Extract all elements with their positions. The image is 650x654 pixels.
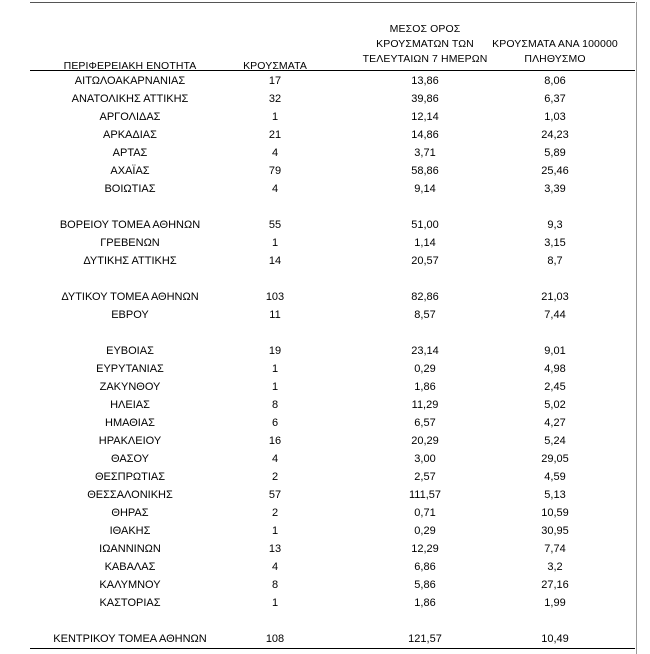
cases-cell: 1	[271, 381, 279, 393]
table-row	[0, 306, 650, 324]
per100k-cell: 1,03	[544, 111, 566, 123]
avg-cell: 20,29	[411, 435, 439, 447]
per100k-cell: 27,16	[541, 579, 569, 591]
table-row	[0, 108, 650, 126]
header-per100k-line-1: ΚΡΟΥΣΜΑΤΑ ΑΝΑ 100000	[492, 38, 618, 50]
cases-cell: 8	[271, 399, 279, 411]
region-cell: ΘΑΣΟΥ	[110, 453, 150, 465]
header-region: ΠΕΡΙΦΕΡΕΙΑΚΗ ΕΝΟΤΗΤΑ	[63, 60, 197, 72]
avg-cell: 51,00	[411, 219, 439, 231]
top-border	[30, 2, 635, 3]
region-cell: ΒΟΙΩΤΙΑΣ	[104, 183, 156, 195]
table-row	[0, 126, 650, 144]
table-row	[0, 540, 650, 558]
cases-cell: 8	[271, 579, 279, 591]
cases-cell: 11	[269, 309, 281, 321]
bottom-rule	[30, 648, 635, 649]
cases-cell: 4	[271, 561, 279, 573]
cases-cell: 13	[268, 543, 282, 555]
region-cell: ΓΡΕΒΕΝΩΝ	[100, 237, 160, 249]
region-cell: ΗΡΑΚΛΕΙΟΥ	[98, 435, 162, 447]
avg-cell: 1,14	[414, 237, 436, 249]
avg-cell: 13,86	[411, 75, 439, 87]
cases-cell: 1	[271, 525, 279, 537]
region-cell: ΑΝΑΤΟΛΙΚΗΣ ΑΤΤΙΚΗΣ	[71, 93, 189, 105]
table-row	[0, 216, 650, 234]
region-cell: ΚΕΝΤΡΙΚΟΥ ΤΟΜΕΑ ΑΘΗΝΩΝ	[53, 633, 207, 645]
header-rule	[30, 70, 635, 71]
per100k-cell: 4,27	[544, 417, 566, 429]
cases-cell: 19	[268, 345, 282, 357]
cases-cell: 103	[265, 291, 285, 303]
region-cell: ΒΟΡΕΙΟΥ ΤΟΜΕΑ ΑΘΗΝΩΝ	[59, 219, 201, 231]
cases-cell: 55	[268, 219, 282, 231]
per100k-cell: 10,59	[541, 507, 569, 519]
avg-cell: 39,86	[411, 93, 439, 105]
table-row	[0, 630, 650, 648]
table-row	[0, 252, 650, 270]
avg-cell: 12,14	[411, 111, 439, 123]
cases-cell: 2	[271, 471, 279, 483]
per100k-cell: 21,03	[541, 291, 569, 303]
per100k-cell: 8,06	[544, 75, 566, 87]
avg-cell: 111,57	[408, 489, 441, 501]
per100k-cell: 2,45	[544, 381, 566, 393]
table-row	[0, 360, 650, 378]
table-row	[0, 504, 650, 522]
region-cell: ΙΩΑΝΝΙΝΩΝ	[99, 543, 161, 555]
per100k-cell: 4,98	[544, 363, 566, 375]
avg-cell: 0,29	[414, 363, 436, 375]
table-row	[0, 378, 650, 396]
table-row	[0, 522, 650, 540]
cases-cell: 6	[271, 417, 279, 429]
region-cell: ΑΧΑΪΑΣ	[110, 165, 150, 177]
avg-cell: 0,29	[414, 525, 436, 537]
header-avg-line-3: ΤΕΛΕΥΤΑΙΩΝ 7 ΗΜΕΡΩΝ	[362, 53, 488, 65]
avg-cell: 58,86	[411, 165, 439, 177]
region-cell: ΘΕΣΣΑΛΟΝΙΚΗΣ	[87, 489, 173, 501]
cases-cell: 21	[268, 129, 282, 141]
avg-cell: 20,57	[411, 255, 439, 267]
table-row	[0, 162, 650, 180]
table-row	[0, 288, 650, 306]
region-cell: ΗΛΕΙΑΣ	[110, 399, 150, 411]
cases-cell: 1	[271, 597, 279, 609]
cases-cell: 1	[271, 111, 279, 123]
per100k-cell: 7,44	[544, 309, 566, 321]
region-cell: ΔΥΤΙΚΟΥ ΤΟΜΕΑ ΑΘΗΝΩΝ	[61, 291, 199, 303]
avg-cell: 1,86	[414, 381, 436, 393]
region-cell: ΑΡΤΑΣ	[112, 147, 148, 159]
table-row	[0, 468, 650, 486]
region-cell: ΘΕΣΠΡΩΤΙΑΣ	[94, 471, 166, 483]
per100k-cell: 5,13	[544, 489, 566, 501]
cases-cell: 17	[268, 75, 282, 87]
per100k-cell: 6,37	[544, 93, 566, 105]
avg-cell: 6,86	[414, 561, 436, 573]
table-row	[0, 180, 650, 198]
avg-cell: 1,86	[414, 597, 436, 609]
header-per100k	[480, 37, 630, 67]
per100k-cell: 4,59	[544, 471, 566, 483]
cases-cell: 4	[271, 147, 279, 159]
header-per100k-line-2: ΠΛΗΘΥΣΜΟ	[524, 53, 586, 65]
per100k-cell: 5,89	[544, 147, 566, 159]
table-row	[0, 72, 650, 90]
cases-cell: 1	[271, 237, 279, 249]
per100k-cell: 5,02	[544, 399, 566, 411]
per100k-cell: 3,39	[544, 183, 566, 195]
avg-cell: 82,86	[411, 291, 439, 303]
per100k-cell: 5,24	[544, 435, 566, 447]
table-row	[0, 486, 650, 504]
region-cell: ΔΥΤΙΚΗΣ ΑΤΤΙΚΗΣ	[83, 255, 177, 267]
table-row	[0, 342, 650, 360]
cases-cell: 4	[271, 183, 279, 195]
table-row	[0, 576, 650, 594]
avg-cell: 3,71	[414, 147, 436, 159]
table-row	[0, 144, 650, 162]
table-row	[0, 414, 650, 432]
region-cell: ΚΑΛΥΜΝΟΥ	[99, 579, 161, 591]
header-avg-line-1: ΜΕΣΟΣ ΟΡΟΣ	[389, 23, 461, 35]
avg-cell: 12,29	[411, 543, 439, 555]
table-row	[0, 396, 650, 414]
per100k-cell: 8,7	[547, 255, 563, 267]
region-cell: ΙΘΑΚΗΣ	[109, 525, 151, 537]
avg-cell: 2,57	[414, 471, 436, 483]
per100k-cell: 9,3	[547, 219, 563, 231]
avg-cell: 3,00	[414, 453, 436, 465]
avg-cell: 5,86	[414, 579, 436, 591]
avg-cell: 121,57	[408, 633, 442, 645]
avg-cell: 0,71	[414, 507, 436, 519]
region-cell: ΕΒΡΟΥ	[111, 309, 149, 321]
per100k-cell: 1,99	[544, 597, 566, 609]
table-row	[0, 450, 650, 468]
header-avg-line-2: ΚΡΟΥΣΜΑΤΩΝ ΤΩΝ	[376, 38, 474, 50]
cases-cell: 1	[271, 363, 279, 375]
region-cell: ΚΑΒΑΛΑΣ	[104, 561, 156, 573]
avg-cell: 8,57	[414, 309, 436, 321]
header-cases: ΚΡΟΥΣΜΑΤΑ	[243, 60, 307, 72]
per100k-cell: 30,95	[541, 525, 569, 537]
cases-cell: 79	[268, 165, 282, 177]
cases-cell: 4	[271, 453, 279, 465]
table-row	[0, 90, 650, 108]
per100k-cell: 25,46	[541, 165, 569, 177]
per100k-cell: 29,05	[541, 453, 569, 465]
table-row	[0, 432, 650, 450]
table-row	[0, 234, 650, 252]
region-cell: ΕΥΡΥΤΑΝΙΑΣ	[96, 363, 164, 375]
region-cell: ΚΑΣΤΟΡΙΑΣ	[99, 597, 161, 609]
avg-cell: 6,57	[414, 417, 436, 429]
cases-cell: 32	[268, 93, 282, 105]
avg-cell: 14,86	[411, 129, 439, 141]
region-cell: ΘΗΡΑΣ	[111, 507, 149, 519]
cases-cell: 108	[265, 633, 285, 645]
table-row	[0, 594, 650, 612]
avg-cell: 9,14	[414, 183, 436, 195]
cases-cell: 14	[268, 255, 282, 267]
region-cell: ΗΜΑΘΙΑΣ	[105, 417, 155, 429]
per100k-cell: 7,74	[544, 543, 566, 555]
region-cell: ΖΑΚΥΝΘΟΥ	[99, 381, 161, 393]
table-row	[0, 558, 650, 576]
cases-cell: 57	[268, 489, 282, 501]
per100k-cell: 3,15	[544, 237, 566, 249]
region-cell: ΑΙΤΩΛΟΑΚΑΡΝΑΝΙΑΣ	[74, 75, 186, 87]
cases-cell: 16	[268, 435, 282, 447]
per100k-cell: 9,01	[544, 345, 566, 357]
avg-cell: 23,14	[411, 345, 439, 357]
cases-cell: 2	[271, 507, 279, 519]
per100k-cell: 10,49	[541, 633, 569, 645]
header-avg	[350, 22, 500, 67]
per100k-cell: 3,2	[547, 561, 563, 573]
region-cell: ΕΥΒΟΙΑΣ	[106, 345, 154, 357]
avg-cell: 11,29	[411, 399, 439, 411]
region-cell: ΑΡΓΟΛΙΔΑΣ	[99, 111, 161, 123]
region-cell: ΑΡΚΑΔΙΑΣ	[103, 129, 157, 141]
per100k-cell: 24,23	[541, 129, 569, 141]
